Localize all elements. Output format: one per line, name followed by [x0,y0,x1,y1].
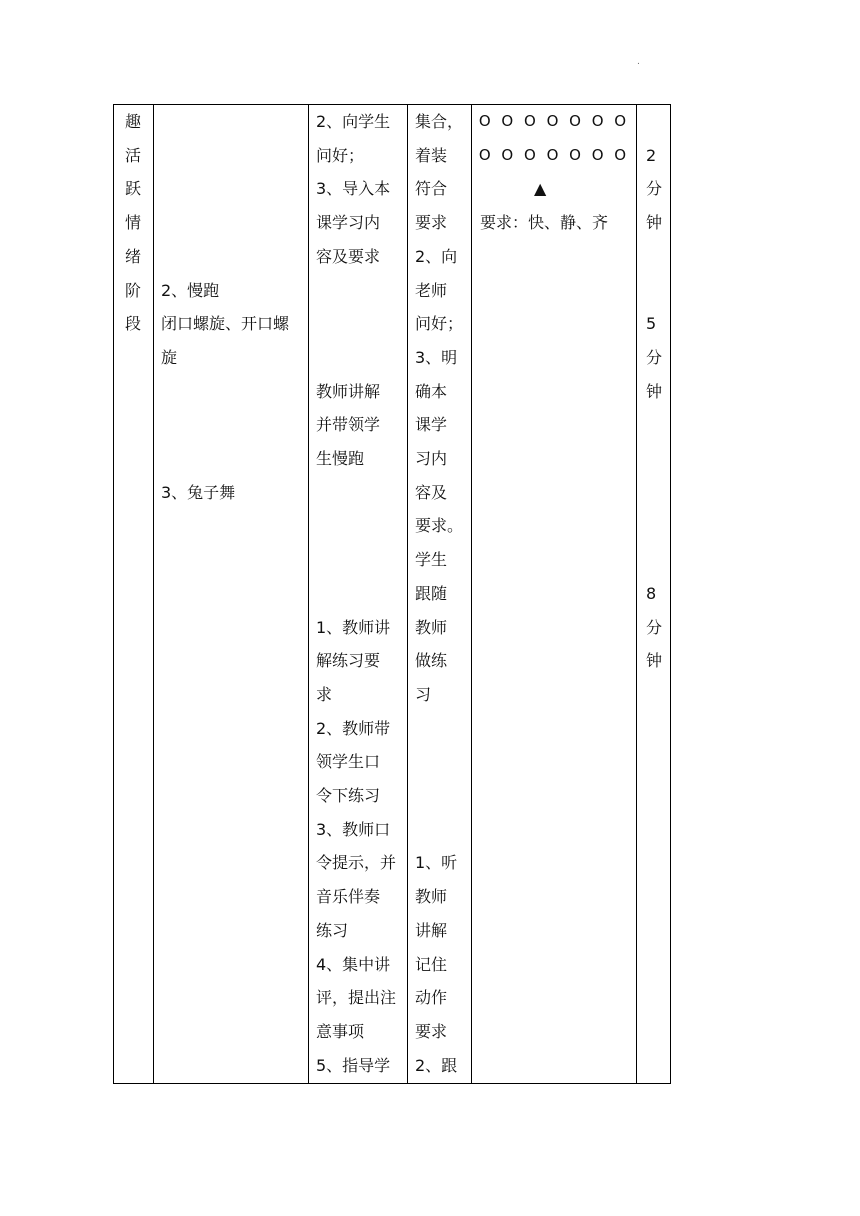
time-unit: 分 [646,347,663,367]
content-item-title: 2、慢跑 [161,280,220,300]
stage-char: 活 [125,145,142,165]
page-mark: . [637,57,640,67]
teacher-line: 3、教师口 [316,819,391,839]
student-line: 跟随 [415,583,448,603]
teacher-line: 音乐伴奏 [316,887,381,907]
stage-char: 情 [125,213,142,233]
student-line: 讲解 [415,920,448,940]
teacher-line: 意事项 [316,1021,365,1041]
student-block-main [415,105,463,712]
content-item-title: 3、兔子舞 [161,482,236,502]
student-line: 要求。 [415,516,464,536]
time-block-8min [646,577,662,678]
teacher-position-marker: ▲ [534,179,547,199]
student-formation-row: O O O O O O O [478,145,630,164]
student-line: 记住 [415,954,448,974]
teacher-activity-cell [309,105,408,1084]
stage-char: 段 [125,314,142,334]
student-line: 3、明 [415,347,458,367]
teacher-line: 求 [316,684,333,704]
teacher-line: 并带领学 [316,415,381,435]
student-line: 1、听 [415,853,458,873]
teacher-block-greeting [316,105,390,274]
student-line: 老师 [415,280,448,300]
teacher-line: 评，提出注 [316,988,397,1008]
stage-char: 绪 [125,246,142,266]
teacher-line: 令下练习 [316,786,381,806]
student-line: 做练 [415,651,448,671]
time-unit: 分 [646,179,663,199]
time-block-5min [646,307,662,408]
teacher-line: 教师讲解 [316,381,381,401]
student-line: 教师 [415,617,448,637]
teacher-block-jog [316,375,380,476]
student-formation-row: O O O O O O O [478,112,630,130]
table-row [114,105,671,1084]
time-cell [637,105,671,1084]
student-line: 学生 [415,550,448,570]
time-block-2min [646,139,662,240]
time-unit: 钟 [646,381,663,401]
student-line: 习 [415,684,432,704]
student-block-dance [415,846,457,1082]
student-line: 要求 [415,213,448,233]
time-unit: 钟 [646,651,663,671]
content-item-2 [161,274,289,375]
stage-label [125,105,141,341]
stage-cell [114,105,154,1084]
content-item-line: 闭口螺旋、开口螺 [161,314,290,334]
formation-requirement: 要求：快、静、齐 [480,213,609,233]
lesson-plan-table [113,104,671,1084]
student-line: 确本 [415,381,448,401]
stage-char: 趣 [125,112,142,131]
teacher-line: 3、导入本 [316,179,391,199]
teacher-line: 4、集中讲 [316,954,391,974]
teacher-line: 2、教师带 [316,718,391,738]
time-value: 2 [646,145,657,165]
student-line: 2、跟 [415,1055,458,1075]
student-line: 着装 [415,145,448,165]
student-line: 动作 [415,988,448,1008]
teacher-line: 领学生口 [316,752,381,772]
teacher-line: 1、教师讲 [316,617,391,637]
teacher-block-dance [316,611,396,1083]
organization-cell [472,105,637,1084]
teacher-line: 2、向学生 [316,112,391,131]
stage-char: 跃 [125,179,142,199]
student-line: 问好； [415,314,464,334]
content-item-line: 旋 [161,347,178,367]
teacher-line: 问好； [316,145,365,165]
teacher-line: 课学习内 [316,213,381,233]
teacher-line: 容及要求 [316,246,381,266]
teacher-line: 解练习要 [316,651,381,671]
student-line: 容及 [415,482,448,502]
time-value: 8 [646,583,657,603]
teacher-line: 练习 [316,920,349,940]
student-line: 课学 [415,415,448,435]
teacher-line: 令提示，并 [316,853,397,873]
student-line: 2、向 [415,246,458,266]
student-line: 集合， [415,112,464,131]
teacher-line: 生慢跑 [316,449,365,468]
time-unit: 钟 [646,213,663,233]
time-value: 5 [646,314,657,334]
student-line: 符合 [415,179,448,199]
student-line: 教师 [415,887,448,907]
content-item-3 [161,476,235,510]
student-activity-cell [408,105,472,1084]
stage-char: 阶 [125,280,142,300]
content-cell [154,105,309,1084]
student-line: 习内 [415,449,448,469]
teacher-line: 5、指导学 [316,1055,391,1075]
student-line: 要求 [415,1021,448,1041]
time-unit: 分 [646,617,663,637]
